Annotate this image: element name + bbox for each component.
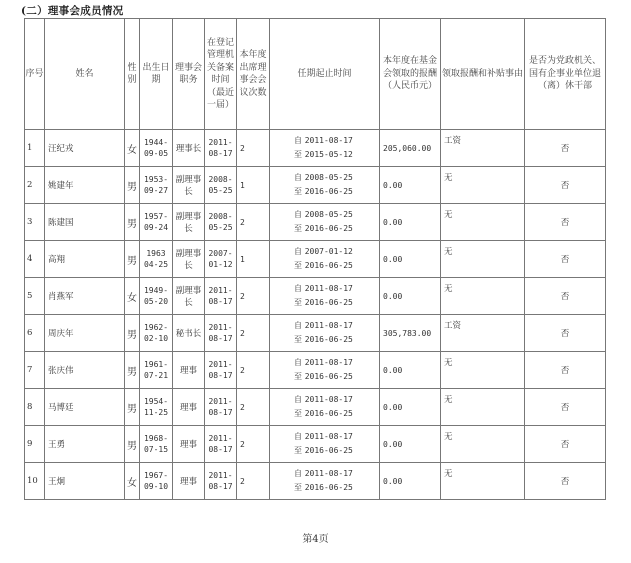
cell-pay — [380, 167, 441, 204]
cell-gender — [125, 389, 140, 426]
registration-date: 08-17 — [208, 408, 233, 417]
cell-seq — [25, 426, 45, 463]
cell-seq — [25, 204, 45, 241]
term-to-value: 2016-06-25 — [304, 335, 353, 344]
cell-meetings — [237, 389, 270, 426]
cell-meetings — [237, 278, 270, 315]
table-row — [25, 463, 606, 500]
cell-registration — [205, 315, 237, 352]
term-from-value: 2008-05-25 — [304, 173, 353, 182]
cell-position — [173, 278, 205, 315]
cell-term — [270, 389, 380, 426]
cell-retired — [525, 204, 606, 241]
cell-gender — [125, 352, 140, 389]
pay-value: 0.00 — [383, 180, 403, 190]
position-value: 副理事长 — [175, 286, 202, 308]
seq-value: 3 — [27, 217, 33, 227]
registration-year: 2007- — [208, 249, 233, 258]
cell-seq — [25, 315, 45, 352]
cell-position — [173, 315, 205, 352]
pay-value: 0.00 — [383, 365, 403, 375]
birth-date: 09-27 — [143, 186, 169, 195]
cell-pay — [380, 463, 441, 500]
cell-gender — [125, 278, 140, 315]
term-to-label: 至 — [294, 483, 302, 492]
cell-gender — [125, 130, 140, 167]
cell-term — [270, 167, 380, 204]
cell-meetings — [237, 463, 270, 500]
meetings-value: 1 — [240, 180, 245, 190]
cell-retired — [525, 167, 606, 204]
registration-date: 08-17 — [208, 445, 233, 454]
position-value: 副理事长 — [175, 212, 202, 234]
gender-value: 男 — [127, 218, 137, 230]
cell-birth — [140, 389, 173, 426]
registration-year: 2008- — [208, 175, 233, 184]
seq-value: 7 — [27, 365, 33, 375]
registration-year: 2011- — [208, 138, 233, 147]
pay-value: 0.00 — [383, 439, 403, 449]
section-title: (二）理事会成员情况 — [21, 5, 124, 17]
name-value: 王炯 — [48, 477, 66, 487]
term-from-label: 自 — [294, 358, 302, 367]
reason-value: 工资 — [444, 321, 462, 331]
gender-value: 女 — [127, 477, 137, 489]
seq-value: 4 — [27, 254, 33, 264]
cell-name — [45, 389, 125, 426]
cell-position — [173, 130, 205, 167]
gender-value: 女 — [127, 144, 137, 156]
birth-date: 07-21 — [143, 371, 169, 380]
position-value: 理事 — [179, 477, 197, 487]
registration-year: 2011- — [208, 360, 233, 369]
cell-registration — [205, 204, 237, 241]
birth-year: 1961- — [143, 360, 169, 369]
cell-retired — [525, 352, 606, 389]
registration-date: 08-17 — [208, 371, 233, 380]
meetings-value: 2 — [240, 476, 245, 486]
cell-name — [45, 241, 125, 278]
cell-pay — [380, 352, 441, 389]
cell-seq — [25, 241, 45, 278]
cell-gender — [125, 241, 140, 278]
name-value: 汪纪戎 — [48, 144, 74, 154]
term-from-label: 自 — [294, 284, 302, 293]
gender-value: 男 — [127, 181, 137, 193]
gender-value: 女 — [127, 292, 137, 304]
meetings-value: 2 — [240, 217, 245, 227]
birth-date: 09-24 — [143, 223, 169, 232]
seq-value: 5 — [27, 291, 33, 301]
header-retired: 是否为党政机关、国有企事业单位退（离）休干部 — [525, 19, 606, 130]
cell-gender — [125, 426, 140, 463]
pay-value: 0.00 — [383, 254, 403, 264]
cell-name — [45, 315, 125, 352]
retired-value: 否 — [560, 403, 570, 413]
cell-position — [173, 426, 205, 463]
term-to-value: 2016-06-25 — [304, 187, 353, 196]
term-to-label: 至 — [294, 298, 302, 307]
cell-reason — [441, 167, 525, 204]
cell-retired — [525, 241, 606, 278]
cell-position — [173, 389, 205, 426]
term-from-label: 自 — [294, 136, 302, 145]
cell-reason — [441, 278, 525, 315]
reason-value: 无 — [444, 469, 453, 479]
cell-meetings — [237, 130, 270, 167]
term-from-label: 自 — [294, 432, 302, 441]
pay-value: 205,060.00 — [383, 143, 432, 153]
cell-name — [45, 463, 125, 500]
cell-retired — [525, 389, 606, 426]
meetings-value: 2 — [240, 291, 245, 301]
retired-value: 否 — [560, 440, 570, 450]
cell-retired — [525, 463, 606, 500]
cell-birth — [140, 426, 173, 463]
term-to-value: 2016-06-25 — [304, 224, 353, 233]
cell-reason — [441, 315, 525, 352]
cell-registration — [205, 463, 237, 500]
registration-year: 2011- — [208, 323, 233, 332]
term-to-label: 至 — [294, 187, 302, 196]
header-term: 任期起止时间 — [270, 19, 380, 130]
cell-term — [270, 426, 380, 463]
cell-gender — [125, 463, 140, 500]
header-registration: 在登记管理机关备案时间（最近一届） — [205, 19, 237, 130]
header-gender: 性别 — [125, 19, 140, 130]
reason-value: 无 — [444, 395, 453, 405]
cell-registration — [205, 278, 237, 315]
position-value: 理事 — [179, 366, 197, 376]
term-from-label: 自 — [294, 469, 302, 478]
registration-date: 08-17 — [208, 149, 233, 158]
cell-birth — [140, 352, 173, 389]
birth-year: 1962- — [143, 323, 169, 332]
pay-value: 305,783.00 — [383, 328, 432, 338]
cell-pay — [380, 241, 441, 278]
term-to-value: 2016-06-25 — [304, 446, 353, 455]
meetings-value: 2 — [240, 402, 245, 412]
header-name: 姓名 — [45, 19, 125, 130]
cell-position — [173, 241, 205, 278]
cell-term — [270, 204, 380, 241]
position-value: 副理事长 — [175, 249, 202, 271]
birth-date: 05-20 — [143, 297, 169, 306]
birth-year: 1967- — [143, 471, 169, 480]
header-meetings: 本年度出席理事会会议次数 — [237, 19, 270, 130]
pay-value: 0.00 — [383, 476, 403, 486]
cell-term — [270, 352, 380, 389]
registration-year: 2008- — [208, 212, 233, 221]
retired-value: 否 — [560, 329, 570, 339]
cell-meetings — [237, 204, 270, 241]
header-birth: 出生日期 — [140, 19, 173, 130]
birth-year: 1953- — [143, 175, 169, 184]
position-value: 秘书长 — [175, 329, 202, 339]
cell-pay — [380, 426, 441, 463]
cell-meetings — [237, 352, 270, 389]
term-to-label: 至 — [294, 446, 302, 455]
header-seq: 序号 — [25, 19, 45, 130]
name-value: 肖燕军 — [48, 292, 74, 302]
cell-position — [173, 352, 205, 389]
table-row — [25, 204, 606, 241]
term-from-label: 自 — [294, 247, 302, 256]
birth-year: 1944- — [143, 138, 169, 147]
cell-pay — [380, 204, 441, 241]
term-from-value: 2011-08-17 — [304, 432, 353, 441]
cell-position — [173, 463, 205, 500]
birth-year: 1957- — [143, 212, 169, 221]
name-value: 姚建年 — [48, 181, 74, 191]
term-to-label: 至 — [294, 224, 302, 233]
term-from-label: 自 — [294, 210, 302, 219]
birth-year: 1954- — [143, 397, 169, 406]
cell-reason — [441, 352, 525, 389]
cell-reason — [441, 463, 525, 500]
seq-value: 10 — [27, 476, 38, 486]
term-from-value: 2007-01-12 — [304, 247, 353, 256]
registration-year: 2011- — [208, 471, 233, 480]
registration-year: 2011- — [208, 434, 233, 443]
cell-meetings — [237, 241, 270, 278]
registration-date: 01-12 — [208, 260, 233, 269]
cell-pay — [380, 389, 441, 426]
reason-value: 无 — [444, 173, 453, 183]
meetings-value: 2 — [240, 328, 245, 338]
table-row — [25, 241, 606, 278]
table-row — [25, 426, 606, 463]
reason-value: 工资 — [444, 136, 462, 146]
cell-seq — [25, 463, 45, 500]
cell-meetings — [237, 315, 270, 352]
term-to-label: 至 — [294, 335, 302, 344]
birth-date: 04-25 — [143, 260, 169, 269]
term-from-value: 2011-08-17 — [304, 136, 353, 145]
retired-value: 否 — [560, 292, 570, 302]
retired-value: 否 — [560, 218, 570, 228]
term-to-label: 至 — [294, 409, 302, 418]
retired-value: 否 — [560, 255, 570, 265]
cell-birth — [140, 130, 173, 167]
term-to-value: 2016-06-25 — [304, 298, 353, 307]
term-from-label: 自 — [294, 173, 302, 182]
term-to-value: 2015-05-12 — [304, 150, 353, 159]
cell-name — [45, 130, 125, 167]
birth-year: 1949- — [143, 286, 169, 295]
cell-registration — [205, 426, 237, 463]
birth-date: 09-05 — [143, 149, 169, 158]
cell-reason — [441, 130, 525, 167]
birth-year: 1968- — [143, 434, 169, 443]
page-number: 第4页 — [302, 534, 329, 545]
term-to-value: 2016-06-25 — [304, 483, 353, 492]
term-to-label: 至 — [294, 261, 302, 270]
cell-seq — [25, 389, 45, 426]
birth-date: 11-25 — [143, 408, 169, 417]
term-to-value: 2016-06-25 — [304, 409, 353, 418]
term-from-value: 2011-08-17 — [304, 469, 353, 478]
reason-value: 无 — [444, 284, 453, 294]
cell-reason — [441, 204, 525, 241]
cell-reason — [441, 426, 525, 463]
cell-reason — [441, 389, 525, 426]
term-to-label: 至 — [294, 372, 302, 381]
cell-birth — [140, 463, 173, 500]
cell-gender — [125, 315, 140, 352]
cell-registration — [205, 130, 237, 167]
cell-name — [45, 352, 125, 389]
term-from-value: 2008-05-25 — [304, 210, 353, 219]
cell-term — [270, 130, 380, 167]
reason-value: 无 — [444, 247, 453, 257]
gender-value: 男 — [127, 255, 137, 267]
cell-registration — [205, 389, 237, 426]
pay-value: 0.00 — [383, 402, 403, 412]
registration-date: 08-17 — [208, 297, 233, 306]
reason-value: 无 — [444, 432, 453, 442]
name-value: 陈建国 — [48, 218, 74, 228]
term-to-value: 2016-06-25 — [304, 372, 353, 381]
name-value: 王勇 — [48, 440, 66, 450]
cell-term — [270, 241, 380, 278]
cell-pay — [380, 130, 441, 167]
seq-value: 2 — [27, 180, 33, 190]
header-reason: 领取报酬和补贴事由 — [441, 19, 525, 130]
cell-registration — [205, 167, 237, 204]
table-row — [25, 315, 606, 352]
cell-reason — [441, 241, 525, 278]
term-to-label: 至 — [294, 150, 302, 159]
cell-retired — [525, 130, 606, 167]
cell-birth — [140, 241, 173, 278]
meetings-value: 2 — [240, 439, 245, 449]
table-row — [25, 167, 606, 204]
reason-value: 无 — [444, 210, 453, 220]
term-from-value: 2011-08-17 — [304, 284, 353, 293]
cell-gender — [125, 167, 140, 204]
cell-name — [45, 426, 125, 463]
position-value: 理事 — [179, 403, 197, 413]
pay-value: 0.00 — [383, 217, 403, 227]
cell-retired — [525, 278, 606, 315]
cell-term — [270, 278, 380, 315]
seq-value: 9 — [27, 439, 33, 449]
registration-date: 08-17 — [208, 334, 233, 343]
birth-date: 02-10 — [143, 334, 169, 343]
retired-value: 否 — [560, 366, 570, 376]
cell-seq — [25, 167, 45, 204]
cell-seq — [25, 278, 45, 315]
gender-value: 男 — [127, 329, 137, 341]
name-value: 高翔 — [48, 255, 66, 265]
registration-date: 05-25 — [208, 186, 233, 195]
cell-name — [45, 167, 125, 204]
header-pay: 本年度在基金会领取的报酬（人民币元） — [380, 19, 441, 130]
registration-year: 2011- — [208, 397, 233, 406]
term-from-value: 2011-08-17 — [304, 358, 353, 367]
position-value: 理事 — [179, 440, 197, 450]
seq-value: 8 — [27, 402, 33, 412]
table-row — [25, 389, 606, 426]
cell-birth — [140, 278, 173, 315]
cell-pay — [380, 315, 441, 352]
reason-value: 无 — [444, 358, 453, 368]
retired-value: 否 — [560, 181, 570, 191]
cell-birth — [140, 315, 173, 352]
cell-term — [270, 315, 380, 352]
board-members-table — [24, 18, 606, 500]
table-header-row — [25, 19, 606, 130]
retired-value: 否 — [560, 144, 570, 154]
gender-value: 男 — [127, 366, 137, 378]
cell-meetings — [237, 167, 270, 204]
term-from-value: 2011-08-17 — [304, 321, 353, 330]
pay-value: 0.00 — [383, 291, 403, 301]
position-value: 理事长 — [175, 144, 202, 154]
birth-date: 07-15 — [143, 445, 169, 454]
cell-gender — [125, 204, 140, 241]
birth-date: 09-10 — [143, 482, 169, 491]
meetings-value: 2 — [240, 365, 245, 375]
term-to-value: 2016-06-25 — [304, 261, 353, 270]
term-from-label: 自 — [294, 395, 302, 404]
cell-registration — [205, 241, 237, 278]
cell-meetings — [237, 426, 270, 463]
cell-registration — [205, 352, 237, 389]
cell-retired — [525, 315, 606, 352]
cell-name — [45, 278, 125, 315]
meetings-value: 1 — [240, 254, 245, 264]
meetings-value: 2 — [240, 143, 245, 153]
registration-date: 05-25 — [208, 223, 233, 232]
gender-value: 男 — [127, 403, 137, 415]
name-value: 张庆伟 — [48, 366, 74, 376]
header-position: 理事会职务 — [173, 19, 205, 130]
name-value: 马博廷 — [48, 403, 74, 413]
table-row — [25, 352, 606, 389]
term-from-value: 2011-08-17 — [304, 395, 353, 404]
cell-pay — [380, 278, 441, 315]
cell-position — [173, 204, 205, 241]
birth-year: 1963 — [146, 249, 166, 258]
cell-position — [173, 167, 205, 204]
seq-value: 6 — [27, 328, 33, 338]
cell-seq — [25, 130, 45, 167]
retired-value: 否 — [560, 477, 570, 487]
cell-name — [45, 204, 125, 241]
cell-retired — [525, 426, 606, 463]
name-value: 周庆年 — [48, 329, 74, 339]
cell-birth — [140, 204, 173, 241]
table-row — [25, 130, 606, 167]
registration-year: 2011- — [208, 286, 233, 295]
cell-term — [270, 463, 380, 500]
table-row — [25, 278, 606, 315]
gender-value: 男 — [127, 440, 137, 452]
registration-date: 08-17 — [208, 482, 233, 491]
cell-seq — [25, 352, 45, 389]
cell-birth — [140, 167, 173, 204]
table-body — [25, 130, 606, 500]
seq-value: 1 — [27, 143, 33, 153]
position-value: 副理事长 — [175, 175, 202, 197]
term-from-label: 自 — [294, 321, 302, 330]
